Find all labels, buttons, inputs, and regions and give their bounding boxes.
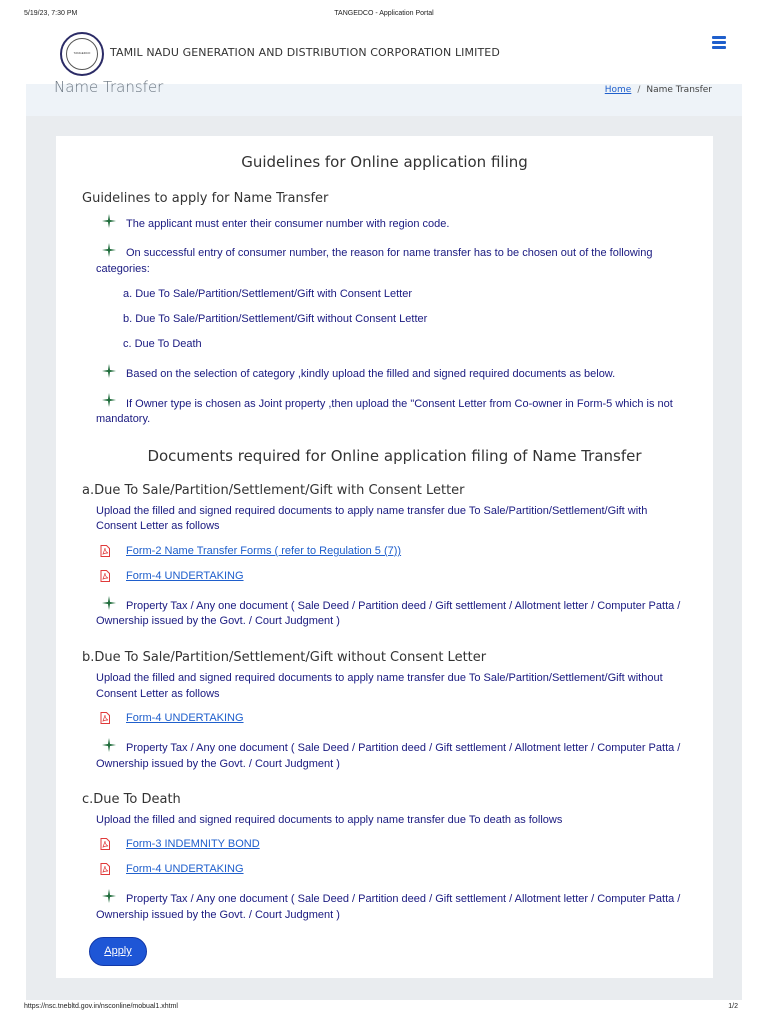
pdf-icon	[100, 712, 110, 724]
breadcrumb-home-link[interactable]: Home	[604, 85, 632, 95]
section-a-intro-line1: Upload the filled and signed required documents to apply name transfer due To Sale/Partition/Settlement/Gift with	[96, 505, 648, 517]
page-title-bar	[26, 78, 742, 116]
form-2-name-transfer-link[interactable]: Form-2 Name Transfer Forms ( refer to Regulation 5 (7))	[126, 545, 402, 557]
print-doc-title: TANGEDCO - Application Portal	[334, 10, 434, 17]
guideline-item-2-line2: categories:	[96, 263, 150, 275]
apply-button[interactable]: Apply	[89, 937, 147, 966]
site-header	[26, 24, 742, 84]
section-b-intro-line1: Upload the filled and signed required documents to apply name transfer due To Sale/Partition/Settlement/Gift without	[96, 672, 663, 684]
guideline-item-3: Based on the selection of category ,kindly upload the filled and signed required documents as below.	[126, 368, 616, 380]
star-icon	[102, 364, 116, 378]
documents-heading: Documents required for Online application filing of Name Transfer	[147, 447, 642, 465]
section-c-intro-line1: Upload the filled and signed required documents to apply name transfer due To death as follows	[96, 814, 563, 826]
guideline-item-4-line1: If Owner type is chosen as Joint property ,then upload the "Consent Letter from Co-owner in Form-5 which is not	[126, 398, 673, 410]
star-icon	[102, 214, 116, 228]
guideline-item-2-line1: On successful entry of consumer number, the reason for name transfer has to be chosen out of the following	[126, 247, 653, 259]
section-a-property-tax-line1: Property Tax / Any one document ( Sale Deed / Partition deed / Gift settlement / Allotment letter / Computer Patta /	[126, 600, 681, 612]
star-icon	[102, 243, 116, 257]
section-c-property-tax-line1: Property Tax / Any one document ( Sale Deed / Partition deed / Gift settlement / Allotment letter / Computer Patta /	[126, 893, 681, 905]
form-3-indemnity-bond-link[interactable]: Form-3 INDEMNITY BOND	[126, 838, 260, 850]
pdf-icon	[100, 545, 110, 557]
form-4-undertaking-link[interactable]: Form-4 UNDERTAKING	[126, 712, 244, 724]
form-4-undertaking-link[interactable]: Form-4 UNDERTAKING	[126, 570, 244, 582]
breadcrumb-separator: /	[637, 85, 641, 95]
section-c-title: c.Due To Death	[82, 792, 181, 807]
category-c: c. Due To Death	[123, 338, 202, 350]
section-b-intro-line2: Consent Letter as follows	[96, 688, 220, 700]
category-b: b. Due To Sale/Partition/Settlement/Gift without Consent Letter	[123, 313, 428, 325]
pdf-icon	[100, 570, 110, 582]
star-icon	[102, 393, 116, 407]
hamburger-menu-icon[interactable]	[712, 36, 726, 50]
section-b-property-tax-line2: Ownership issued by the Govt. / Court Judgment )	[96, 758, 340, 770]
guideline-item-4-line2: mandatory.	[96, 413, 151, 425]
section-b-title: b.Due To Sale/Partition/Settlement/Gift without Consent Letter	[82, 650, 487, 665]
guideline-item-1: The applicant must enter their consumer number with region code.	[126, 218, 450, 230]
content-card	[56, 136, 713, 978]
page-title: Name Transfer	[54, 78, 164, 96]
section-a-property-tax-line2: Ownership issued by the Govt. / Court Judgment )	[96, 615, 340, 627]
guidelines-heading: Guidelines for Online application filing	[241, 153, 528, 171]
guidelines-subheading: Guidelines to apply for Name Transfer	[82, 191, 329, 206]
section-a-intro-line2: Consent Letter as follows	[96, 520, 220, 532]
print-date: 5/19/23, 7:30 PM	[24, 10, 78, 17]
pdf-icon	[100, 838, 110, 850]
star-icon	[102, 738, 116, 752]
section-a-title: a.Due To Sale/Partition/Settlement/Gift with Consent Letter	[82, 483, 465, 498]
tangedco-logo[interactable]	[60, 32, 104, 76]
breadcrumb-current: Name Transfer	[646, 85, 712, 95]
section-c-property-tax-line2: Ownership issued by the Govt. / Court Judgment )	[96, 909, 340, 921]
category-a: a. Due To Sale/Partition/Settlement/Gift with Consent Letter	[123, 288, 413, 300]
breadcrumb	[605, 85, 712, 95]
print-page-number: 1/2	[728, 1003, 738, 1010]
print-url: https://nsc.tnebltd.gov.in/nsconline/mobual1.xhtml	[24, 1003, 178, 1010]
section-b-property-tax-line1: Property Tax / Any one document ( Sale Deed / Partition deed / Gift settlement / Allotment letter / Computer Patta /	[126, 742, 681, 754]
logo-wordmark: TANGEDCO	[73, 51, 91, 55]
star-icon	[102, 596, 116, 610]
form-4-undertaking-link[interactable]: Form-4 UNDERTAKING	[126, 863, 244, 875]
star-icon	[102, 889, 116, 903]
organization-name: TAMIL NADU GENERATION AND DISTRIBUTION CORPORATION LIMITED	[110, 46, 500, 59]
pdf-icon	[100, 863, 110, 875]
